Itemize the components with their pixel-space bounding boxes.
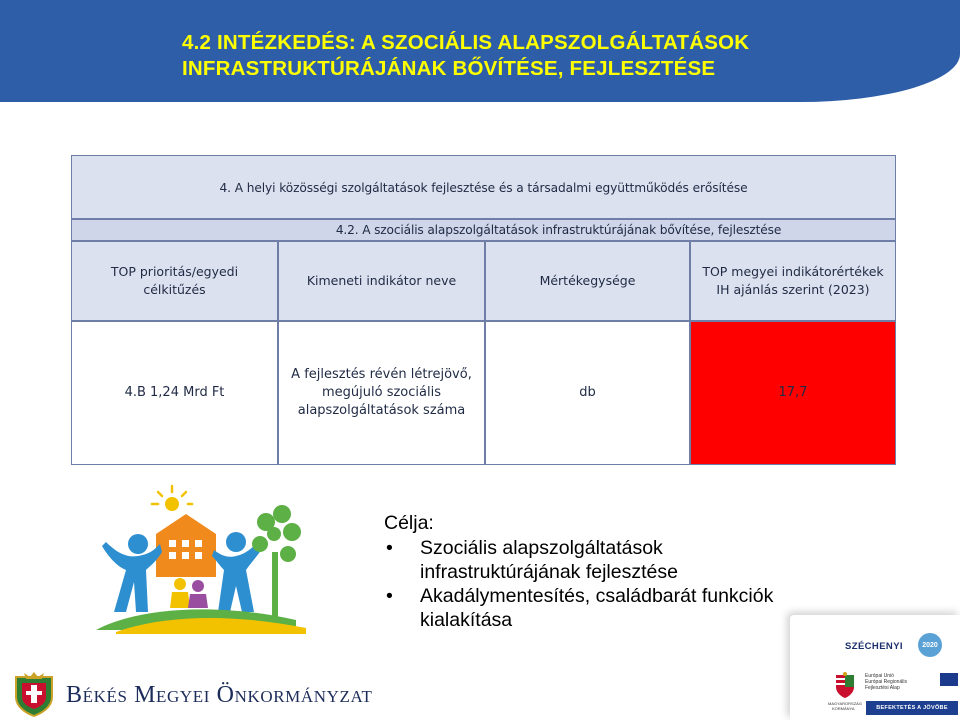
row-unit-cell	[485, 321, 690, 465]
goal-text: Szociális alapszolgáltatások infrastruktúrájának fejlesztése	[420, 537, 678, 583]
table-measure-row	[71, 219, 896, 241]
county-crest-icon	[12, 671, 56, 717]
header-unit	[485, 241, 690, 321]
goal-text: Akadálymentesítés, családbarát funkciók kialakítása	[420, 585, 774, 631]
header-values	[690, 241, 896, 321]
szechenyi-name: SZÉCHENYI	[845, 641, 903, 652]
priority-text: 4. A helyi közösségi szolgáltatások fejlesztése és a társadalmi együttműködés erősítése	[219, 181, 748, 195]
eu-text-2: Európai Regionális	[865, 679, 907, 685]
header-indicator	[278, 241, 485, 321]
table-priority-row	[71, 155, 896, 219]
investment-banner: BEFEKTETÉS A JÖVŐBE	[866, 701, 958, 715]
header-indicator-label: Kimeneti indikátor neve	[306, 273, 457, 288]
title-banner	[0, 0, 960, 102]
sun-icon	[165, 497, 179, 511]
goal-item	[384, 536, 824, 584]
organization-name: Békés Megyei Önkormányzat	[66, 682, 373, 708]
row-indicator-cell	[278, 321, 485, 465]
page-title	[182, 30, 922, 82]
goal-item	[384, 584, 824, 632]
header-unit-label: Mértékegysége	[539, 273, 636, 288]
eu-flag-icon	[940, 673, 958, 686]
hungary-coat-of-arms-icon	[834, 671, 856, 699]
social-services-logo	[96, 482, 311, 642]
header-priority-label: TOP prioritás/egyedi célkitűzés	[110, 264, 239, 297]
gov-text-2: KORMÁNYA	[832, 706, 855, 711]
bullet-icon: •	[386, 537, 393, 559]
header-values-label: TOP megyei indikátorértékek IH ajánlás szerint (2023)	[702, 264, 884, 297]
goals-title: Célja:	[384, 512, 434, 534]
indicator-table	[71, 155, 896, 465]
header-priority	[71, 241, 278, 321]
goals-section	[384, 511, 824, 632]
eu-text-1: Európai Unió	[865, 673, 894, 679]
page-title-line1: 4.2 INTÉZKEDÉS: A SZOCIÁLIS ALAPSZOLGÁLTATÁSOK	[182, 31, 750, 54]
page-title-line2: INFRASTRUKTÚRÁJÁNAK BŐVÍTÉSE, FEJLESZTÉSE	[182, 57, 716, 80]
eu-text-3: Fejlesztési Alap	[865, 685, 900, 691]
bullet-icon: •	[386, 585, 393, 607]
row-priority-cell	[71, 321, 278, 465]
row-value: 17,7	[778, 385, 808, 400]
row-unit-value: db	[579, 385, 596, 400]
row-indicator-value: A fejlesztés révén létrejövő, megújuló szociális alapszolgáltatások száma	[291, 367, 472, 418]
row-value-cell	[690, 321, 896, 465]
szechenyi-badge	[790, 615, 960, 720]
row-priority-value: 4.B 1,24 Mrd Ft	[124, 385, 225, 400]
szechenyi-year-icon: 2020	[918, 633, 942, 657]
gov-text-1: MAGYARORSZÁG	[828, 701, 862, 706]
tree-trunk	[272, 552, 278, 622]
measure-text: 4.2. A szociális alapszolgáltatások infrastruktúrájának bővítése, fejlesztése	[335, 223, 782, 237]
